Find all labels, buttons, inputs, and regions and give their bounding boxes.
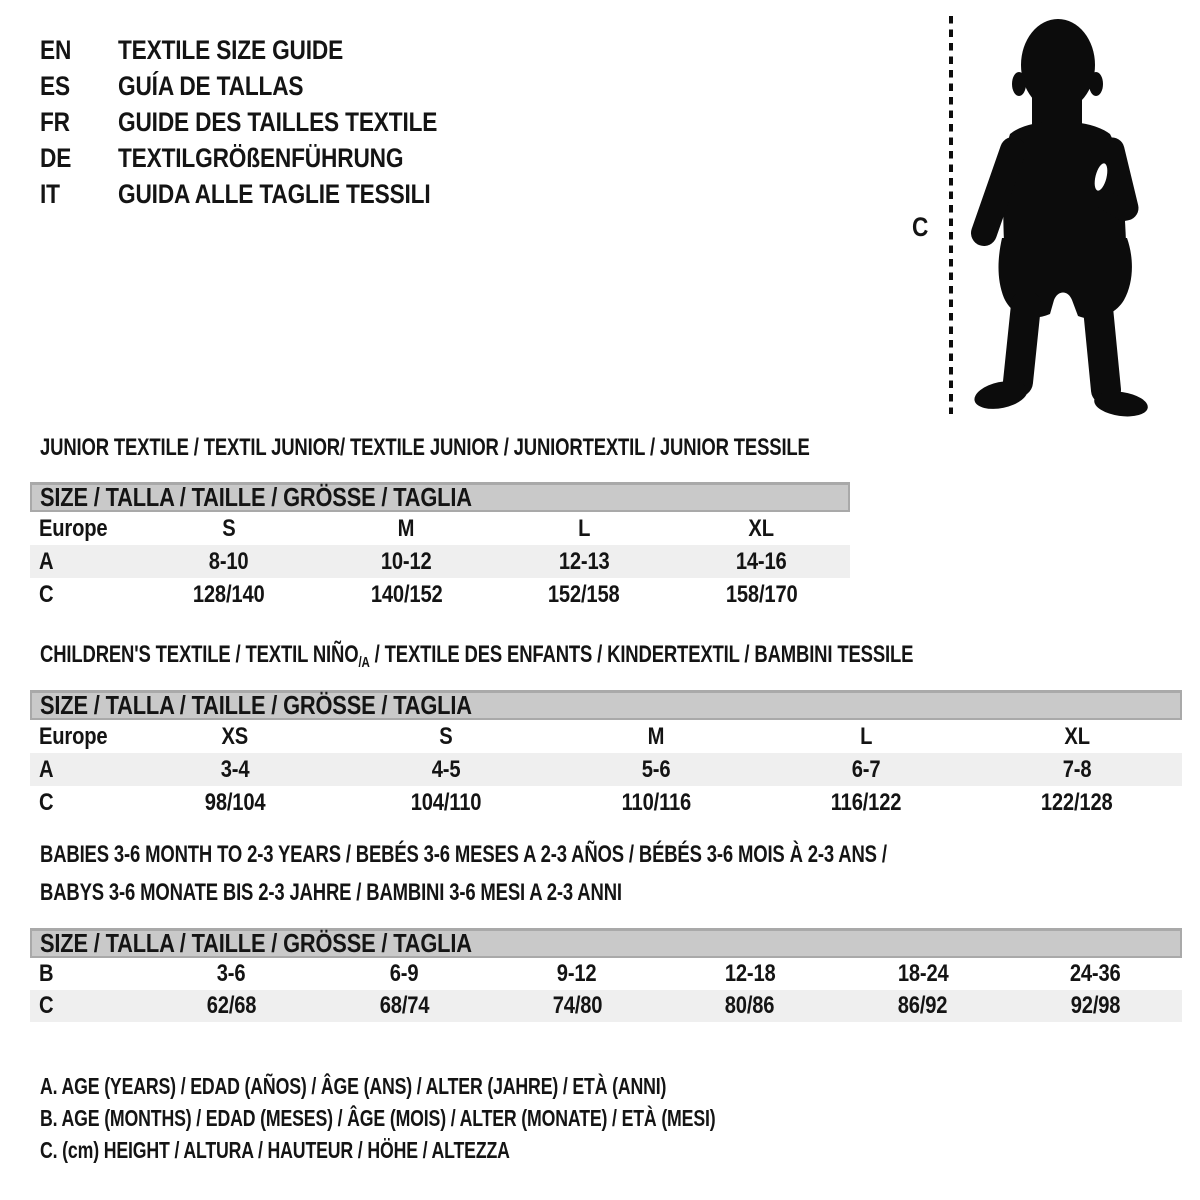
- legend-line-b: B. AGE (MONTHS) / EDAD (MESES) / ÂGE (MOIS) / ALTER (MONATE) / ETÀ (MESI): [40, 1104, 716, 1131]
- age-cell: 3-4: [220, 755, 250, 783]
- junior-section-title: JUNIOR TEXTILE / TEXTIL JUNIOR/ TEXTILE JUNIOR / JUNIORTEXTIL / JUNIOR TESSILE: [40, 434, 810, 461]
- height-cell: 158/170: [725, 580, 798, 608]
- age-cell: 7-8: [1062, 755, 1092, 783]
- age-cell: 14-16: [735, 547, 787, 575]
- table-row: [30, 545, 850, 578]
- height-cell: 110/116: [621, 788, 691, 816]
- legend-line-c: C. (cm) HEIGHT / ALTURA / HAUTEUR / HÖHE / ALTEZZA: [40, 1136, 510, 1163]
- height-cell: 62/68: [206, 992, 257, 1019]
- babies-size-table: [30, 928, 1182, 1022]
- height-cell: 92/98: [1070, 992, 1121, 1019]
- age-cell: 12-13: [558, 547, 610, 575]
- lang-title: TEXTILGRÖßENFÜHRUNG: [118, 142, 404, 173]
- lang-code: DE: [40, 142, 72, 173]
- lang-code: IT: [40, 178, 60, 209]
- size-cell: M: [647, 722, 665, 750]
- height-cell: 68/74: [379, 992, 430, 1019]
- age-months-cell: 18-24: [897, 960, 949, 987]
- age-months-cell: 9-12: [557, 960, 597, 987]
- lang-row-en: [40, 32, 498, 68]
- table-row: [30, 512, 850, 545]
- size-cell: S: [438, 722, 453, 750]
- childrens-section-title: CHILDREN'S TEXTILE / TEXTIL $NIÑO_{/A}$ / TEXTILE DES ENFANTS / KINDERTEXTIL / BAMBINI TESSILE: [40, 641, 914, 671]
- height-cell: 80/86: [725, 992, 775, 1019]
- age-months-cell: 3-6: [217, 960, 246, 987]
- table-row: [30, 786, 1182, 819]
- table-row: [30, 578, 850, 611]
- age-cell: 6-7: [852, 755, 881, 783]
- table-row: [30, 958, 1182, 990]
- row-label: C: [39, 992, 54, 1019]
- table-row: [30, 990, 1182, 1022]
- size-cell: XL: [748, 514, 774, 542]
- lang-code: FR: [40, 106, 70, 137]
- table-row: [30, 753, 1182, 786]
- babies-section-title-line2: BABYS 3-6 MONATE BIS 2-3 JAHRE / BAMBINI 3-6 MESI A 2-3 ANNI: [40, 879, 622, 906]
- row-label: C: [39, 788, 54, 816]
- lang-title: GUIDA ALLE TAGLIE TESSILI: [118, 178, 431, 209]
- size-cell: L: [860, 722, 873, 750]
- babies-section-title-line1: BABIES 3-6 MONTH TO 2-3 YEARS / BEBÉS 3-6 MESES A 2-3 AÑOS / BÉBÉS 3-6 MOIS À 2-3 ANS /: [40, 841, 887, 868]
- age-months-cell: 12-18: [724, 960, 776, 987]
- size-header-bar: SIZE / TALLA / TAILLE / GRÖSSE / TAGLIA: [30, 928, 1182, 958]
- age-cell: 10-12: [380, 547, 432, 575]
- height-cell: 122/128: [1040, 788, 1113, 816]
- lang-code: ES: [40, 70, 70, 101]
- lang-row-es: [40, 68, 498, 104]
- height-cell: 98/104: [204, 788, 266, 816]
- lang-code: EN: [40, 34, 72, 65]
- height-cell: 86/92: [897, 992, 948, 1019]
- size-header-bar: SIZE / TALLA / TAILLE / GRÖSSE / TAGLIA: [30, 690, 1182, 720]
- lang-row-de: [40, 140, 498, 176]
- lang-row-it: [40, 176, 498, 212]
- row-label: A: [39, 547, 54, 575]
- row-label: C: [39, 580, 54, 608]
- size-cell: L: [577, 514, 590, 542]
- height-cell: 104/110: [410, 788, 481, 816]
- size-cell: S: [222, 514, 236, 542]
- junior-size-table: [30, 482, 850, 611]
- height-cell: 128/140: [192, 580, 265, 608]
- age-cell: 4-5: [431, 755, 460, 783]
- nino-a-subscript: /A: [358, 654, 370, 671]
- age-months-cell: 24-36: [1070, 960, 1121, 987]
- height-cell: 152/158: [547, 580, 620, 608]
- childrens-size-table: [30, 690, 1182, 819]
- height-cell: 74/80: [552, 992, 602, 1019]
- height-cell: 116/122: [831, 788, 902, 816]
- lang-title: GUÍA DE TALLAS: [118, 70, 304, 101]
- size-cell: XL: [1064, 722, 1090, 750]
- row-label: B: [39, 960, 54, 987]
- table-row: [30, 720, 1182, 753]
- legend-line-a: A. AGE (YEARS) / EDAD (AÑOS) / ÂGE (ANS) / ALTER (JAHRE) / ETÀ (ANNI): [40, 1072, 667, 1099]
- row-label: Europe: [39, 514, 108, 542]
- age-cell: 5-6: [641, 755, 671, 783]
- toddler-silhouette-icon: [930, 5, 1170, 425]
- size-cell: XS: [221, 722, 249, 750]
- height-cell: 140/152: [370, 580, 443, 608]
- lang-title: GUIDE DES TAILLES TEXTILE: [118, 106, 438, 137]
- row-label: A: [39, 755, 54, 783]
- language-title-list: [40, 32, 498, 212]
- lang-row-fr: [40, 104, 498, 140]
- measurement-legend: [40, 1070, 917, 1166]
- age-months-cell: 6-9: [389, 960, 419, 987]
- row-label: Europe: [39, 722, 108, 750]
- size-cell: M: [397, 514, 415, 542]
- size-header-bar: SIZE / TALLA / TAILLE / GRÖSSE / TAGLIA: [30, 482, 850, 512]
- height-measure-label: C: [912, 212, 929, 242]
- age-cell: 8-10: [208, 547, 249, 575]
- lang-title: TEXTILE SIZE GUIDE: [118, 34, 344, 65]
